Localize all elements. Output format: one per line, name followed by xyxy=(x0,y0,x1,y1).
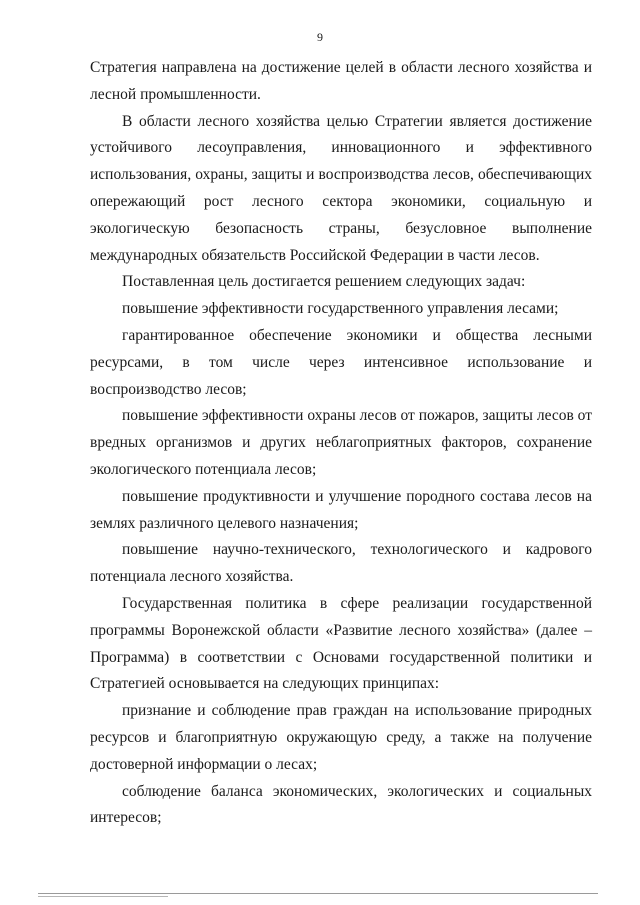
paragraph-3: Поставленная цель достигается решением следующих задач: xyxy=(122,273,526,291)
paragraph-11: соблюдение баланса экономических, экологических и социальных интересов; xyxy=(90,782,592,827)
paragraph-2: В области лесного хозяйства целью Стратегии является достижение устойчивого лесоуправления, инновационного и эффективного использования, охраны, защиты и воспроизводства лесов, обеспечивающих опережающий рост лесного сектора экономики, социальную и экологическую безопасность страны, безусловное выполнение международных обязательств Российской Федерации в части лесов. xyxy=(90,112,592,264)
paragraph-5: гарантированное обеспечение экономики и общества лесными ресурсами, в том числе через интенсивное использование и воспроизводство лесов; xyxy=(90,326,592,398)
bottom-rule xyxy=(38,893,598,894)
paragraph-4: повышение эффективности государственного управления лесами; xyxy=(122,300,559,318)
body-text xyxy=(90,55,592,832)
paragraph-9: Государственная политика в сфере реализации государственной программы Воронежской области «Развитие лесного хозяйства» (далее – Программа) в соответствии с Основами государственной политики и Стратегией основывается на следующих принципах: xyxy=(90,594,592,693)
paragraph-6: повышение эффективности охраны лесов от пожаров, защиты лесов от вредных организмов и других неблагоприятных факторов, сохранение экологического потенциала лесов; xyxy=(90,407,592,478)
paragraph-8: повышение научно-технического, технологического и кадрового потенциала лесного хозяйства. xyxy=(90,541,592,586)
bottom-rule-dash xyxy=(38,896,168,897)
paragraph-10: признание и соблюдение прав граждан на использование природных ресурсов и благоприятную окружающую среду, а также на получение достоверной информации о лесах; xyxy=(90,702,592,773)
paragraph-1: Стратегия направлена на достижение целей в области лесного хозяйства и лесной промышленности. xyxy=(90,59,592,103)
page-number: 9 xyxy=(317,30,323,44)
paragraph-7: повышение продуктивности и улучшение породного состава лесов на землях различного целевого назначения; xyxy=(90,487,592,532)
